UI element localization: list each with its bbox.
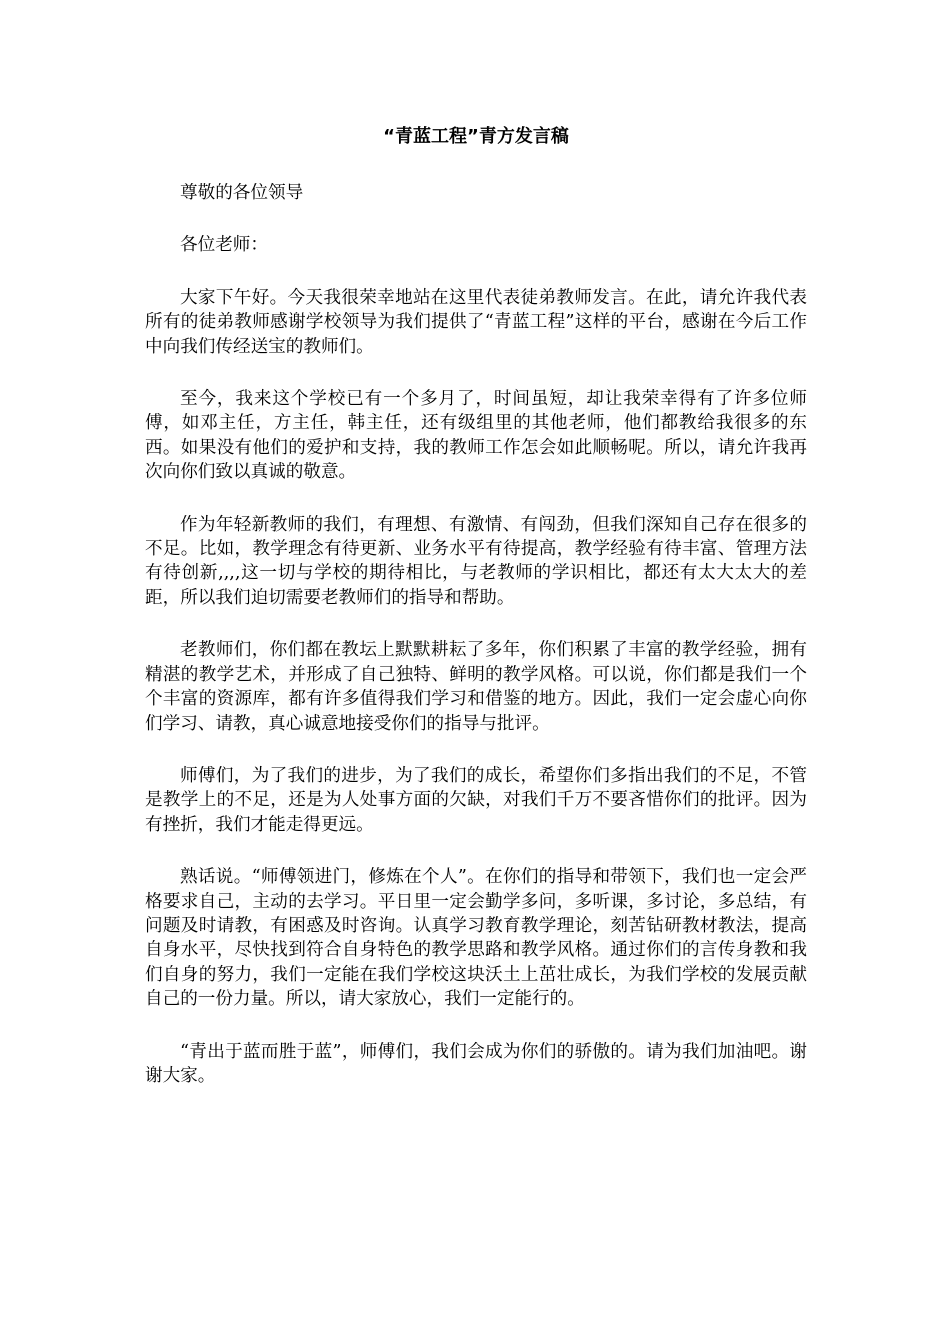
paragraph-mentors: 师傅们，为了我们的进步，为了我们的成长，希望你们多指出我们的不足，不管是教学上的不足，还是为人处事方面的欠缺，对我们千万不要吝惜你们的批评。因为有挫折，我们才能走得更远。 xyxy=(145,765,807,835)
paragraph-commitment: 熟话说。“师傅领进门，修炼在个人”。在你们的指导和带领下，我们也一定会严格要求自己，主动的去学习。平日里一定会勤学多问，多听课，多讨论，多总结，有问题及时请教，有困惑及时咨询。认真学习教育教学理论，刻苦钻研教材教法，提高自身水平，尽快找到符合自身特色的教学思路和教学风格。通过你们的言传身教和我们自身的努力，我们一定能在我们学校这块沃土上茁壮成长，为我们学校的发展贡献自己的一份力量。所以，请大家放心，我们一定能行的。 xyxy=(145,867,807,1010)
greeting-leaders: 尊敬的各位领导 xyxy=(180,183,304,203)
paragraph-senior-teachers: 老教师们，你们都在教坛上默默耕耘了多年，你们积累了丰富的教学经验，拥有精湛的教学艺术，并形成了自己独特、鲜明的教学风格。可以说，你们都是我们一个个丰富的资源库，都有许多值得我们学习和借鉴的地方。因此，我们一定会虚心向你们学习、请教，真心诚意地接受你们的指导与批评。 xyxy=(145,640,807,734)
paragraph-opening: 大家下午好。今天我很荣幸地站在这里代表徒弟教师发言。在此，请允许我代表所有的徒弟教师感谢学校领导为我们提供了“青蓝工程”这样的平台，感谢在今后工作中向我们传经送宝的教师们。 xyxy=(145,287,807,357)
document-title: “青蓝工程”青方发言稿 xyxy=(383,126,569,147)
paragraph-shortcomings: 作为年轻新教师的我们，有理想、有激情、有闯劲，但我们深知自己存在很多的不足。比如，教学理念有待更新、业务水平有待提高，教学经验有待丰富、管理方法有待创新,,,,这一切与学校的期待相比，与老教师的学识相比，都还有太大太大的差距，所以我们迫切需要老教师们的指导和帮助。 xyxy=(145,514,807,608)
document-body xyxy=(145,123,807,1116)
greeting-teachers: 各位老师： xyxy=(180,235,268,256)
paragraph-gratitude: 至今，我来这个学校已有一个多月了，时间虽短，却让我荣幸得有了许多位师傅，如邓主任，方主任，韩主任，还有级组里的其他老师，他们都教给我很多的东西。如果没有他们的爱护和支持，我的教师工作怎会如此顺畅呢。所以，请允许我再次向你们致以真诚的敬意。 xyxy=(145,389,807,483)
paragraph-closing: “青出于蓝而胜于蓝”，师傅们，我们会成为你们的骄傲的。请为我们加油吧。谢谢大家。 xyxy=(145,1041,807,1086)
